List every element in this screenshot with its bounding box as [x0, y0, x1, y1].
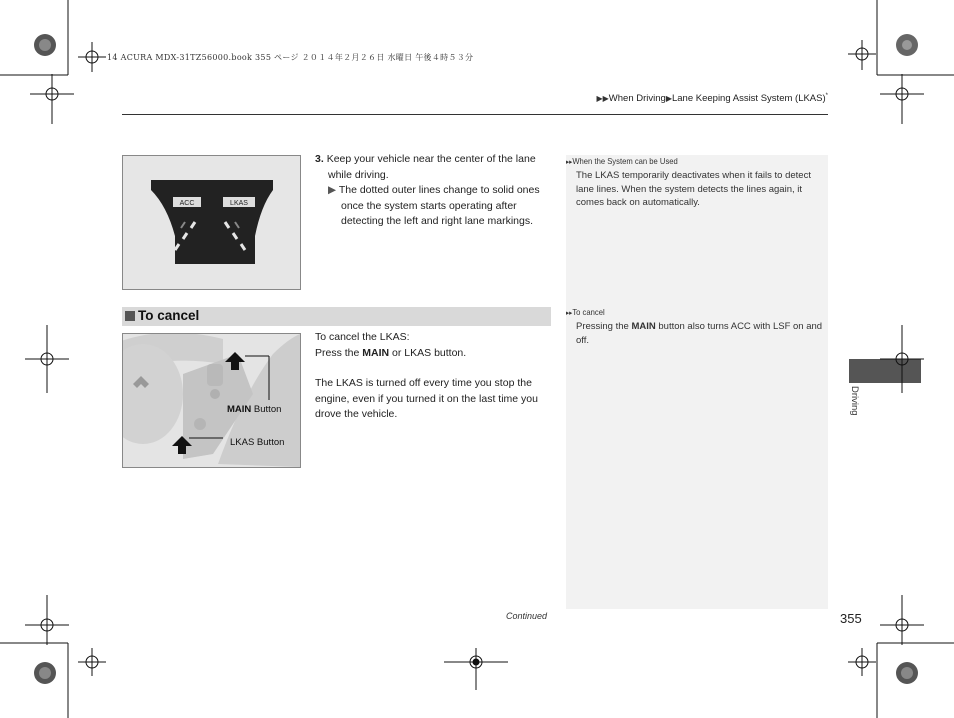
- print-header: 14 ACURA MDX-31TZ56000.book 355 ページ ２０１４年２月２６日 水曜日 午後４時５３分: [107, 53, 474, 62]
- color-wheel-icon: [34, 34, 918, 684]
- note-bold: MAIN: [631, 321, 656, 332]
- result-arrow-icon: ▶: [328, 184, 337, 196]
- cancel-line1: To cancel the LKAS:: [315, 331, 410, 343]
- continued-label: Continued: [506, 611, 548, 621]
- step-number: 3.: [315, 153, 324, 165]
- double-arrow-icon: ▸▸: [566, 310, 573, 317]
- arrow-icon: ▶: [665, 94, 672, 104]
- cancel-text: Press the: [315, 346, 363, 359]
- main-bold: MAIN: [227, 404, 252, 415]
- lkas-label: LKAS: [230, 200, 248, 207]
- registration-target-icon: [25, 40, 924, 690]
- note-body: The LKAS temporarily deactivates when it fails to detect lane lines. When the system detects the lines again, it comes back on automatically.: [576, 170, 811, 208]
- note-text: button also turns ACC with LSF on and off.: [576, 321, 823, 346]
- note-text: Pressing the: [576, 321, 632, 332]
- step-result: The dotted outer lines change to solid ones once the system starts operating after detecting the left and right lane markings.: [338, 184, 540, 227]
- note-title-link[interactable]: To cancel: [572, 307, 605, 317]
- breadcrumb-item-when-driving[interactable]: When Driving: [608, 93, 666, 105]
- main-rest: Button: [251, 404, 282, 415]
- step-text: Keep your vehicle near the center of the lane while driving.: [326, 153, 536, 181]
- cancel-bold: MAIN: [362, 346, 390, 359]
- double-arrow-icon: ▶▶: [596, 94, 609, 104]
- section-title: To cancel: [138, 308, 200, 323]
- asterisk: *: [825, 93, 828, 99]
- breadcrumb-item-lkas[interactable]: Lane Keeping Assist System (LKAS): [671, 93, 826, 105]
- double-arrow-icon: ▸▸: [566, 159, 573, 166]
- chapter-tab-label: Driving: [849, 386, 860, 416]
- lkas-button-label: LKAS Button: [230, 437, 285, 448]
- page-number: 355: [840, 611, 862, 626]
- note-title-link[interactable]: When the System can be Used: [572, 156, 678, 166]
- cancel-para2: The LKAS is turned off every time you stop the engine, even if you turned it on the last time you drove the vehicle.: [315, 377, 538, 420]
- acc-label: ACC: [179, 200, 195, 207]
- cancel-text: or LKAS button.: [389, 346, 467, 359]
